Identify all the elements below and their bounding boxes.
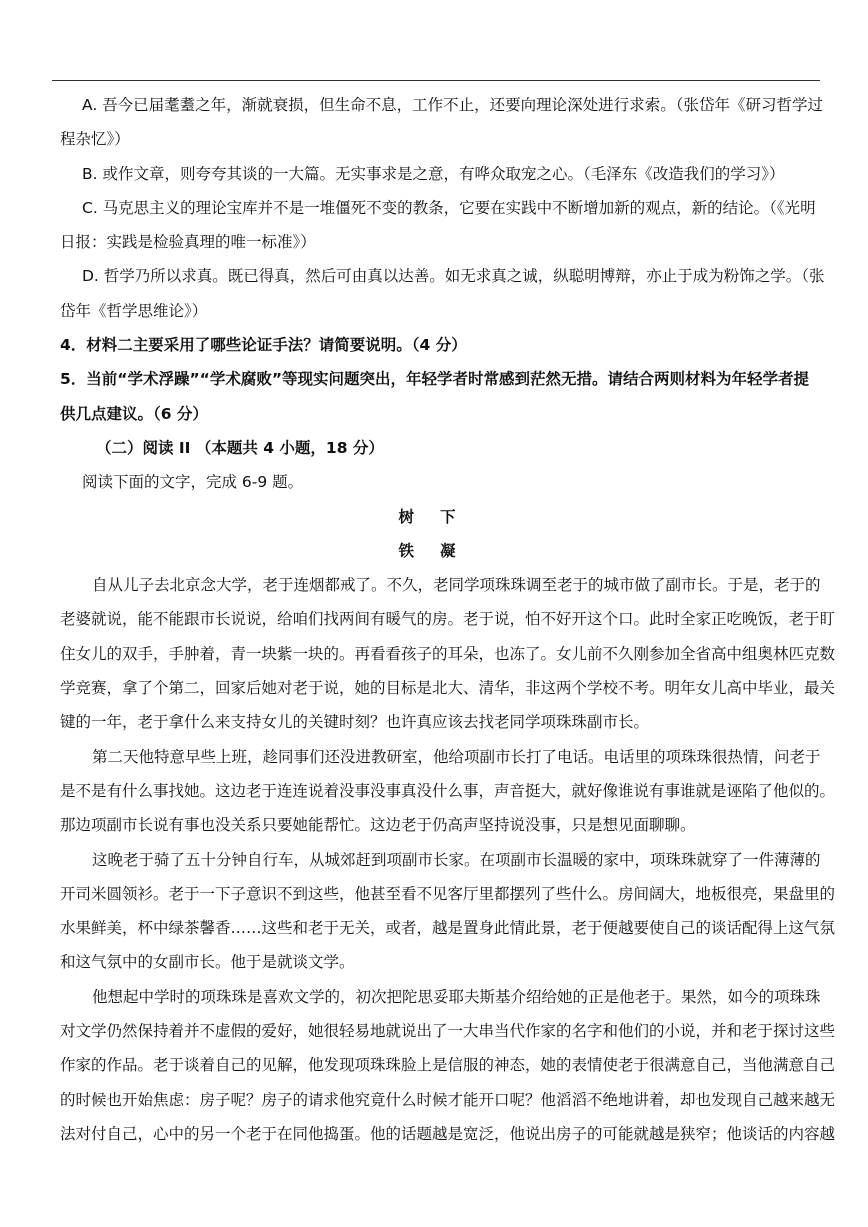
- story-line: 他想起中学时的项珠珠是喜欢文学的，初次把陀思妥耶夫斯基介绍给她的正是他老于。果然，如今的项珠珠: [92, 987, 821, 1006]
- option-c-line-2: 日报：实践是检验真理的唯一标准》）: [60, 233, 316, 252]
- option-c-line-1: C. 马克思主义的理论宝库并不是一堆僵死不变的教条，它要在实践中不断增加新的观点，新的结论。（《光明: [82, 198, 816, 217]
- section-instruction: 阅读下面的文字，完成 6-9 题。: [82, 473, 304, 492]
- option-d-line-1: D. 哲学乃所以求真。既已得真，然后可由真以达善。如无求真之诚，纵聪明博辩，亦止于成为粉饰之学。（张: [82, 267, 825, 286]
- story-line: 学竞赛，拿了个第二，回家后她对老于说，她的目标是北大、清华，非这两个学校不考。明年女儿高中毕业，最关: [60, 679, 836, 698]
- section-heading: （二）阅读 II （本题共 4 小题，18 分）: [96, 438, 384, 457]
- story-author: 铁凝: [398, 541, 482, 560]
- story-line: 老婆就说，能不能跟市长说说，给咱们找两间有暖气的房。老于说，怕不好开这个口。此时全家正吃晚饭，老于盯: [60, 610, 836, 629]
- question-4: 4．材料二主要采用了哪些论证手法？请简要说明。（4 分）: [60, 336, 467, 355]
- option-d-line-2: 岱年《哲学思维论》）: [60, 301, 208, 320]
- story-line: 作家的作品。老于谈着自己的见解，他发现项珠珠脸上是信服的神态，她的表情使老于很满意自己，当他满意自己: [60, 1056, 836, 1075]
- story-line: 开司米圆领衫。老于一下子意识不到这些，他甚至看不见客厅里都摆列了些什么。房间阔大，地板很亮，果盘里的: [60, 884, 836, 903]
- story-line: 这晚老于骑了五十分钟自行车，从城郊赶到项副市长家。在项副市长温暖的家中，项珠珠就穿了一件薄薄的: [92, 850, 821, 869]
- story-line: 和这气氛中的女副市长。他于是就谈文学。: [60, 953, 355, 972]
- story-line: 那边项副市长说有事也没关系只要她能帮忙。这边老于仍高声坚持说没事，只是想见面聊聊。: [60, 816, 696, 835]
- story-line: 对文学仍然保持着并不虚假的爱好，她很轻易地就说出了一大串当代作家的名字和他们的小说，并和老于探讨这些: [60, 1022, 836, 1041]
- question-5-line-2: 供几点建议。（6 分）: [60, 404, 208, 423]
- story-line: 自从儿子去北京念大学，老于连烟都戒了。不久，老同学项珠珠调至老于的城市做了副市长。于是，老于的: [92, 576, 821, 595]
- document-page: [60, 88, 836, 1151]
- story-line: 是不是有什么事找她。这边老于连连说着没事没事真没什么事，声音挺大，就好像谁说有事谁就是诬陷了他似的。: [60, 781, 836, 800]
- top-rule: [52, 80, 820, 81]
- option-a-line-1: A. 吾今已届耄耋之年，渐就衰损，但生命不息，工作不止，还要向理论深处进行求索。（张岱年《研习哲学过: [82, 96, 823, 114]
- question-5-line-1: 5．当前“学术浮躁”“学术腐败”等现实问题突出，年轻学者时常感到茫然无措。请结合两则材料为年轻学者提: [60, 370, 810, 389]
- story-line: 键的一年，老于拿什么来支持女儿的关键时刻？也许真应该去找老同学项珠珠副市长。: [60, 713, 650, 732]
- story-line: 的时候也开始焦虑：房子呢？房子的请求他究竟什么时候才能开口呢？他滔滔不绝地讲着，却也发现自己越来越无: [60, 1090, 836, 1109]
- story-line: 法对付自己，心中的另一个老于在同他捣蛋。他的话题越是宽泛，他说出房子的可能就越是狭窄；他谈话的内容越: [60, 1124, 836, 1143]
- story-line: 住女儿的双手，手肿着，青一块紫一块的。再看看孩子的耳朵，也冻了。女儿前不久刚参加全省高中组奥林匹克数: [60, 644, 836, 663]
- story-title: 树下: [398, 507, 482, 526]
- story-line: 第二天他特意早些上班，趁同事们还没进教研室，他给项副市长打了电话。电话里的项珠珠很热情，问老于: [92, 747, 821, 766]
- option-b-line-1: B. 或作文章，则夸夸其谈的一大篇。无实事求是之意，有哗众取宠之心。（毛泽东《改造我们的学习》）: [82, 164, 785, 183]
- option-a-line-2: 程杂忆》）: [60, 130, 130, 149]
- story-line: 水果鲜美，杯中绿茶馨香……这些和老于无关，或者，越是置身此情此景，老于便越要使自己的谈话配得上这气氛: [60, 919, 836, 938]
